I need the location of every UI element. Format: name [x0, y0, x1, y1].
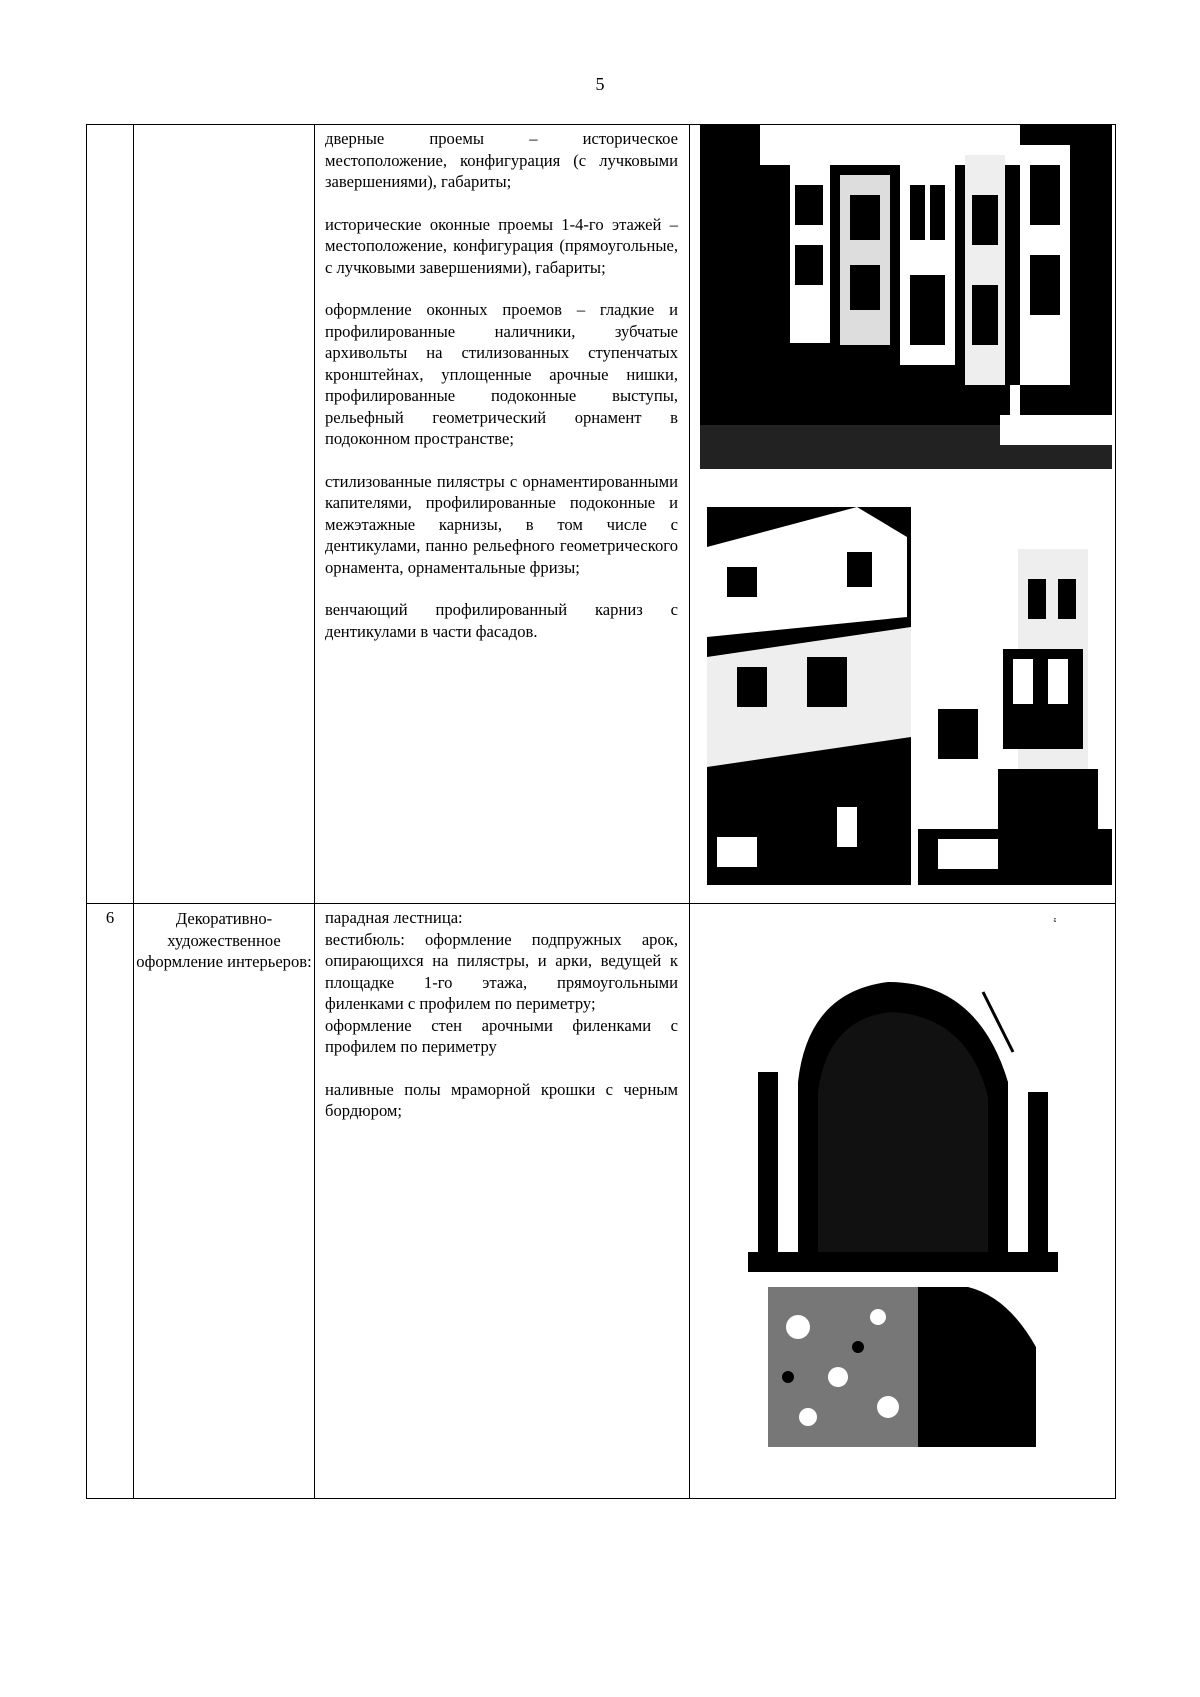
vestibule-arch-photo — [748, 922, 1058, 1272]
list-item: исторические оконные проемы 1-4-го этажей – местоположение, конфигурация (прямоугольные, с лучковыми завершениями), габариты; — [325, 214, 678, 277]
list-item: парадная лестница: — [325, 908, 463, 927]
list-item: венчающий профилированный карниз с дентикулами в части фасадов. — [325, 600, 678, 641]
photo-cell — [690, 125, 1116, 904]
photo-cell — [690, 904, 1116, 1499]
row-description — [315, 125, 690, 904]
facade-photo — [918, 529, 1112, 885]
object-table — [86, 124, 1116, 1499]
list-item: дверные проемы – историческое местоположение, конфигурация (с лучковыми завершениями), габариты; — [325, 129, 678, 191]
table-row — [87, 904, 1116, 1499]
row-number: 6 — [87, 904, 134, 1499]
row-name — [134, 125, 315, 904]
list-item: оформление оконных проемов – гладкие и профилированные наличники, зубчатые архивольты на стилизованных ступенчатых кронштейнах, уплощенные арочные нишки, профилированные подоконные выступы, рельефный геометрический орнамент в подоконном пространстве; — [325, 300, 678, 448]
list-item: стилизованные пилястры с орнаментированными капителями, профилированные подоконные и межэтажные карнизы, в том числе с дентикулами, панно рельефного геометрического орнамента, орнаментальные фризы; — [325, 471, 678, 577]
facade-photo — [707, 507, 911, 885]
row-description — [315, 904, 690, 1499]
row-number — [87, 125, 134, 904]
list-item: оформление стен арочными филенками с профилем по периметру — [325, 1015, 678, 1056]
row-name: Декоративно-художественное оформление интерьеров: — [134, 904, 315, 1499]
table-row — [87, 125, 1116, 904]
floor-mosaic-photo — [768, 1287, 1036, 1447]
facade-photo — [700, 125, 1112, 469]
page-number: 5 — [595, 74, 605, 94]
list-item: вестибюль: оформление подпружных арок, опирающихся на пилястры, и арки, ведущей к площадке 1-го этажа, прямоугольными филенками с профилем по периметру; — [325, 929, 678, 1013]
list-item: наливные полы мраморной крошки с черным бордюром; — [325, 1079, 678, 1120]
